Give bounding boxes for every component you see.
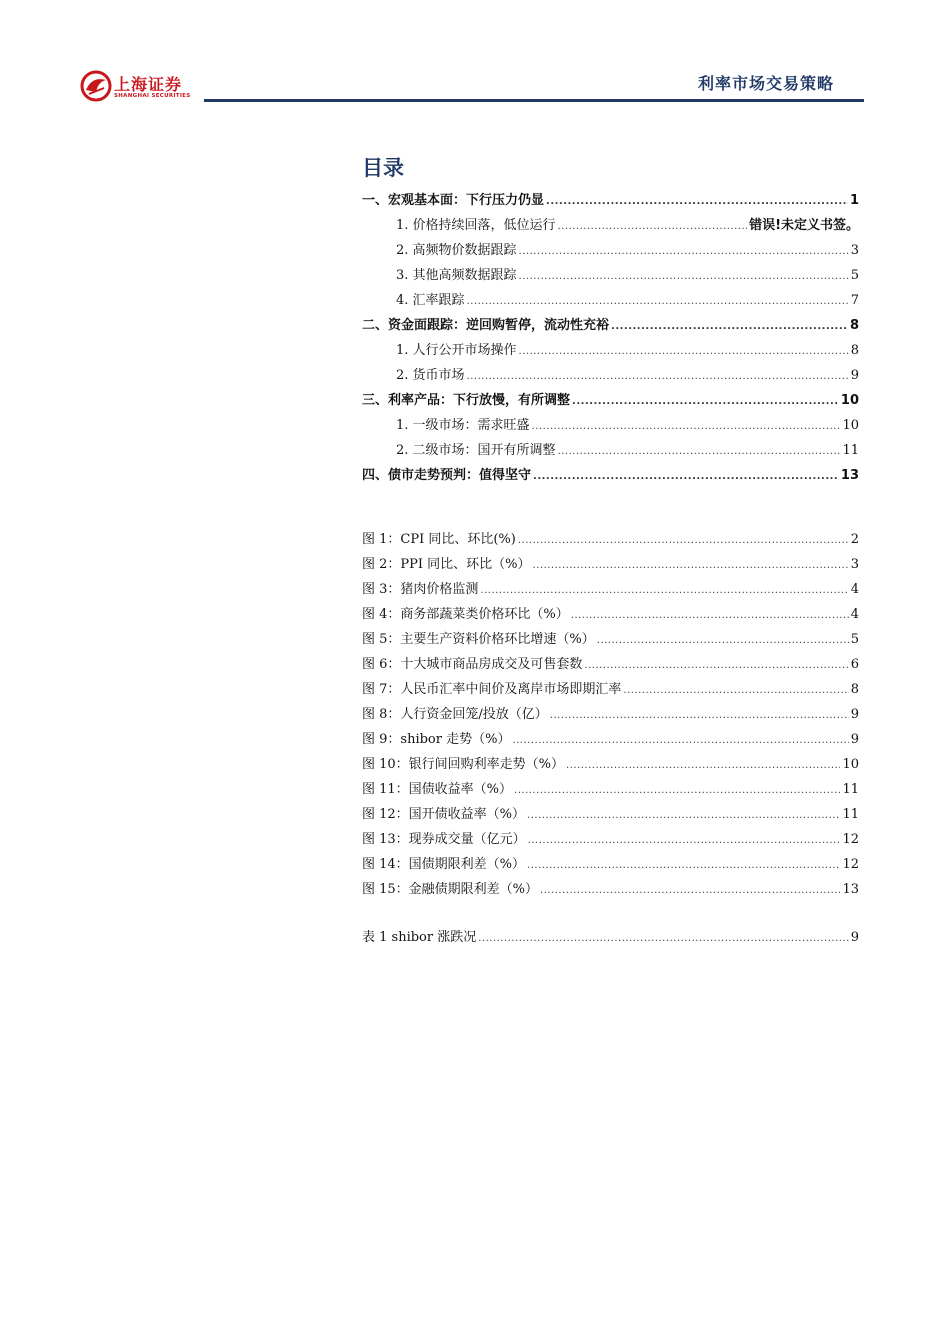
- toc-entry-title: 1. 一级市场：需求旺盛: [396, 418, 530, 433]
- toc-entry-title: 2. 高频物价数据跟踪: [396, 243, 517, 258]
- logo-chinese-text: 上海证券: [114, 75, 183, 94]
- toc-entry[interactable]: [362, 364, 859, 389]
- toc-entry-title: 一、宏观基本面：下行压力仍显: [362, 193, 545, 208]
- toc-entry[interactable]: [362, 289, 859, 314]
- toc-entry[interactable]: [362, 414, 859, 439]
- figure-entry[interactable]: [362, 528, 859, 553]
- figure-entry-title: 图 13：现券成交量（亿元）: [362, 832, 526, 847]
- toc-entry[interactable]: [362, 189, 859, 214]
- table-entry[interactable]: [362, 926, 859, 951]
- figure-entry-title: 图 3：猪肉价格监测: [362, 582, 479, 597]
- dot-leader: [558, 446, 841, 457]
- dot-leader: [527, 860, 840, 871]
- figure-entry-title: 图 4：商务部蔬菜类价格环比（%）: [362, 607, 569, 622]
- table-entry-page: 9: [850, 930, 859, 945]
- toc-entry-page: 9: [850, 368, 859, 383]
- dot-leader: [512, 735, 848, 746]
- dot-leader: [558, 221, 748, 232]
- figure-entry-page: 8: [850, 682, 859, 697]
- figure-entry-page: 10: [842, 757, 859, 772]
- logo-english-text: SHANGHAI SECURITIES: [114, 93, 191, 99]
- figure-entry-title: 图 15：金融债期限利差（%）: [362, 882, 539, 897]
- dot-leader: [546, 196, 848, 207]
- dot-leader: [532, 421, 841, 432]
- toc-entry-page: 8: [850, 343, 859, 358]
- header-divider: [204, 99, 864, 102]
- figure-entry[interactable]: [362, 778, 859, 803]
- figure-entry-title: 图 10：银行间回购利率走势（%）: [362, 757, 565, 772]
- toc-entry[interactable]: [362, 389, 859, 414]
- dot-leader: [519, 271, 849, 282]
- toc-entry[interactable]: [362, 239, 859, 264]
- figure-entry-page: 11: [842, 807, 859, 822]
- toc-entry-page: 13: [840, 468, 859, 483]
- company-logo: [80, 70, 190, 106]
- toc-entry-page: 1: [849, 193, 859, 208]
- figure-entry[interactable]: [362, 578, 859, 603]
- figure-entry-page: 12: [842, 857, 859, 872]
- list-of-figures: [362, 528, 859, 903]
- figure-entry[interactable]: [362, 803, 859, 828]
- dot-leader: [597, 635, 849, 646]
- dot-leader: [566, 760, 840, 771]
- figure-entry[interactable]: [362, 653, 859, 678]
- toc-entry-page: 11: [842, 443, 859, 458]
- dot-leader: [480, 585, 848, 596]
- dot-leader: [527, 810, 840, 821]
- figure-entry-title: 图 11：国债收益率（%）: [362, 782, 513, 797]
- figure-entry-page: 12: [842, 832, 859, 847]
- figure-entry-page: 9: [850, 707, 859, 722]
- toc-entry[interactable]: [362, 339, 859, 364]
- toc-entry-title: 3. 其他高频数据跟踪: [396, 268, 517, 283]
- dot-leader: [584, 660, 848, 671]
- figure-entry-page: 11: [842, 782, 859, 797]
- figure-entry[interactable]: [362, 728, 859, 753]
- figure-entry-page: 6: [850, 657, 859, 672]
- figure-entry[interactable]: [362, 703, 859, 728]
- figure-entry-title: 图 5：主要生产资料价格环比增速（%）: [362, 632, 595, 647]
- figure-entry-title: 图 1：CPI 同比、环比(%): [362, 532, 516, 547]
- dot-leader: [623, 685, 848, 696]
- figure-entry-page: 5: [850, 632, 859, 647]
- figure-entry-page: 2: [850, 532, 859, 547]
- toc-entry-page: 5: [850, 268, 859, 283]
- page-header: [0, 0, 950, 110]
- dot-leader: [572, 396, 839, 407]
- toc-entry[interactable]: [362, 214, 859, 239]
- dot-leader: [550, 710, 849, 721]
- toc-entry-page: 7: [850, 293, 859, 308]
- figure-entry-page: 3: [850, 557, 859, 572]
- report-title: 利率市场交易策略: [697, 74, 834, 93]
- toc-heading: 目录: [362, 156, 404, 180]
- figure-entry[interactable]: [362, 878, 859, 903]
- figure-entry-title: 图 14：国债期限利差（%）: [362, 857, 526, 872]
- table-entry-title: 表 1 shibor 涨跌况: [362, 930, 477, 945]
- figure-entry-page: 4: [850, 607, 859, 622]
- figure-entry-title: 图 7：人民币汇率中间价及离岸市场即期汇率: [362, 682, 622, 697]
- toc-entry-title: 4. 汇率跟踪: [396, 293, 465, 308]
- toc-entry-title: 四、债市走势预判：值得坚守: [362, 468, 532, 483]
- toc-entry-title: 三、利率产品：下行放慢，有所调整: [362, 393, 571, 408]
- dot-leader: [519, 346, 849, 357]
- toc-entry-title: 2. 二级市场：国开有所调整: [396, 443, 556, 458]
- figure-entry[interactable]: [362, 603, 859, 628]
- toc-entry-title: 二、资金面跟踪：逆回购暂停，流动性充裕: [362, 318, 610, 333]
- toc-entry-title: 2. 货币市场: [396, 368, 465, 383]
- figure-entry[interactable]: [362, 628, 859, 653]
- figure-entry-page: 4: [850, 582, 859, 597]
- toc-entry[interactable]: [362, 314, 859, 339]
- figure-entry-title: 图 12：国开债收益率（%）: [362, 807, 526, 822]
- table-of-contents: [362, 189, 859, 489]
- dot-leader: [467, 371, 849, 382]
- dot-leader: [467, 296, 849, 307]
- toc-entry[interactable]: [362, 464, 859, 489]
- figure-entry-title: 图 9：shibor 走势（%）: [362, 732, 511, 747]
- dot-leader: [514, 785, 840, 796]
- list-of-tables: [362, 926, 859, 951]
- figure-entry-page: 9: [850, 732, 859, 747]
- dot-leader: [533, 560, 849, 571]
- figure-entry-page: 13: [842, 882, 859, 897]
- shanghai-securities-logo-icon: [80, 70, 112, 102]
- figure-entry-title: 图 6：十大城市商品房成交及可售套数: [362, 657, 583, 672]
- dot-leader: [571, 610, 849, 621]
- toc-entry-page: 错误!未定义书签。: [749, 218, 859, 233]
- figure-entry[interactable]: [362, 828, 859, 853]
- toc-entry-page: 3: [850, 243, 859, 258]
- figure-entry-title: 图 2：PPI 同比、环比（%）: [362, 557, 531, 572]
- figure-entry-title: 图 8：人行资金回笼/投放（亿）: [362, 707, 548, 722]
- dot-leader: [528, 835, 841, 846]
- dot-leader: [540, 885, 840, 896]
- figure-entry[interactable]: [362, 853, 859, 878]
- figure-entry[interactable]: [362, 678, 859, 703]
- figure-entry[interactable]: [362, 753, 859, 778]
- dot-leader: [519, 246, 849, 257]
- dot-leader: [533, 471, 839, 482]
- toc-entry-page: 10: [842, 418, 859, 433]
- toc-entry-title: 1. 价格持续回落，低位运行: [396, 218, 556, 233]
- dot-leader: [518, 535, 849, 546]
- dot-leader: [478, 933, 848, 944]
- toc-entry-title: 1. 人行公开市场操作: [396, 343, 517, 358]
- figure-entry[interactable]: [362, 553, 859, 578]
- toc-entry-page: 10: [840, 393, 859, 408]
- toc-entry[interactable]: [362, 264, 859, 289]
- toc-entry-page: 8: [849, 318, 859, 333]
- toc-entry[interactable]: [362, 439, 859, 464]
- dot-leader: [611, 321, 848, 332]
